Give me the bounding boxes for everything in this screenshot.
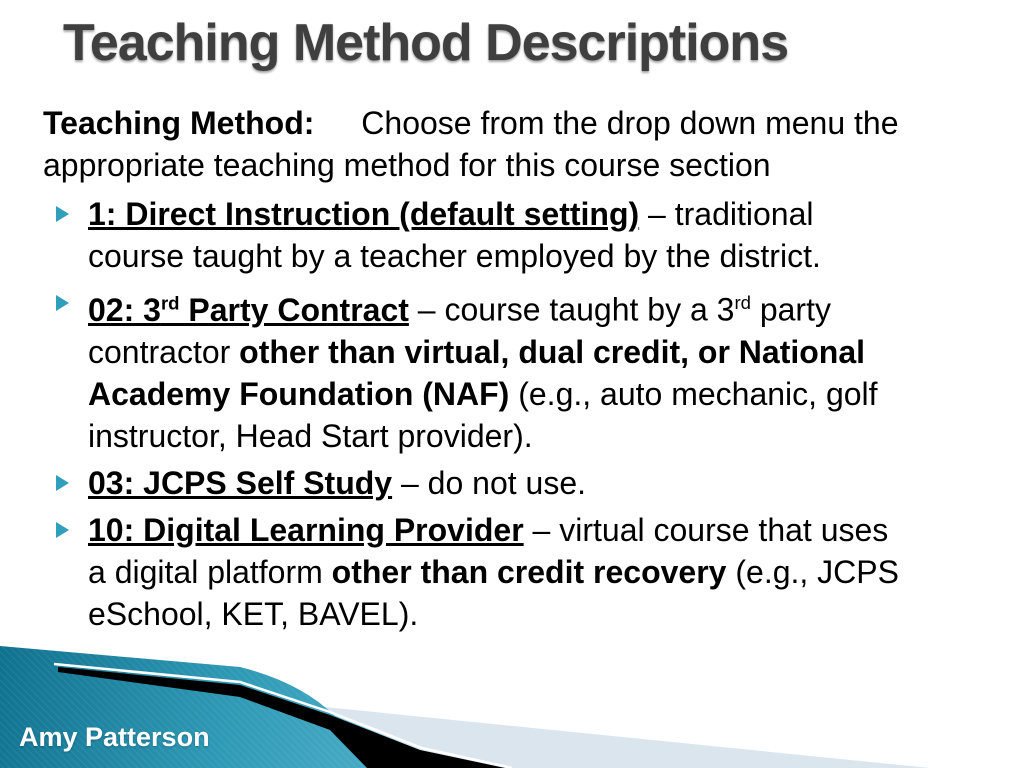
- bullet2-line-3: [88, 373, 1018, 415]
- bullet4-line-1: [88, 509, 1018, 551]
- bullet1-line-1: [88, 193, 1018, 235]
- bullet2-l3-bold: Academy Foundation (NAF): [88, 375, 510, 412]
- bullet2-head-sup: rd: [160, 292, 180, 313]
- bullet1-head: 1: Direct Instruction (default setting): [88, 196, 640, 232]
- intro-text: Choose from the drop down menu the: [352, 105, 899, 141]
- bullet2-l2-normal: contractor: [88, 333, 240, 370]
- intro-line-2: appropriate teaching method for this course section: [43, 147, 771, 183]
- bullet4-l2-normal-a: a digital platform: [88, 553, 332, 590]
- bullet1-line-2: course taught by a teacher employed by the district.: [88, 238, 821, 274]
- bullet2-l2-bold: other than virtual, dual credit, or National: [239, 333, 866, 370]
- bullet4-line-2: [88, 551, 1018, 593]
- intro-line-1: [43, 102, 1018, 144]
- bullet3-line-1: [88, 462, 1018, 504]
- bullet-arrow-icon: [56, 475, 69, 491]
- footer-author: Amy Patterson: [19, 722, 210, 752]
- bullet2-l3-normal: (e.g., auto mechanic, golf: [509, 375, 878, 412]
- bullet2-line-2: [88, 331, 1018, 373]
- slide-body: [43, 102, 1018, 640]
- intro-label: Teaching Method:: [43, 105, 315, 141]
- bullet2-tail-b: party: [750, 291, 831, 328]
- bullet2-line-4: instructor, Head Start provider).: [88, 417, 533, 454]
- slide-title: Teaching Method Descriptions: [63, 14, 789, 72]
- bullet2-head-post: Party Contract: [179, 291, 409, 328]
- bullet-item-4: [43, 509, 1018, 635]
- bullet-arrow-icon: [56, 206, 69, 222]
- bullet-arrow-icon: [56, 522, 69, 538]
- bullet3-head: 03: JCPS Self Study: [88, 464, 393, 501]
- bullet2-line-1: [88, 282, 1018, 331]
- bullet-item-3: [43, 462, 1018, 504]
- bullet4-line-3: eSchool, KET, BAVEL).: [88, 595, 419, 632]
- bullet2-tail-sup: rd: [734, 292, 751, 313]
- bullet-item-1: [43, 193, 1018, 277]
- bullet4-l2-normal-c: (e.g., JCPS: [726, 553, 899, 590]
- bullet2-tail-a: – course taught by a 3: [408, 291, 735, 328]
- intro-paragraph: [43, 102, 1018, 186]
- bullet-item-2: [43, 282, 1018, 457]
- bullet2-head: [88, 292, 409, 328]
- bullet4-head: 10: Digital Learning Provider: [88, 511, 524, 548]
- bullet2-head-pre: 02: 3: [88, 291, 161, 328]
- bullet3-tail: – do not use.: [392, 464, 587, 501]
- bullet-arrow-icon: [56, 295, 69, 311]
- bullet1-tail: – traditional: [639, 196, 814, 232]
- bullet4-l2-bold: other than credit recovery: [331, 553, 727, 590]
- bullet4-tail: – virtual course that uses: [523, 511, 889, 548]
